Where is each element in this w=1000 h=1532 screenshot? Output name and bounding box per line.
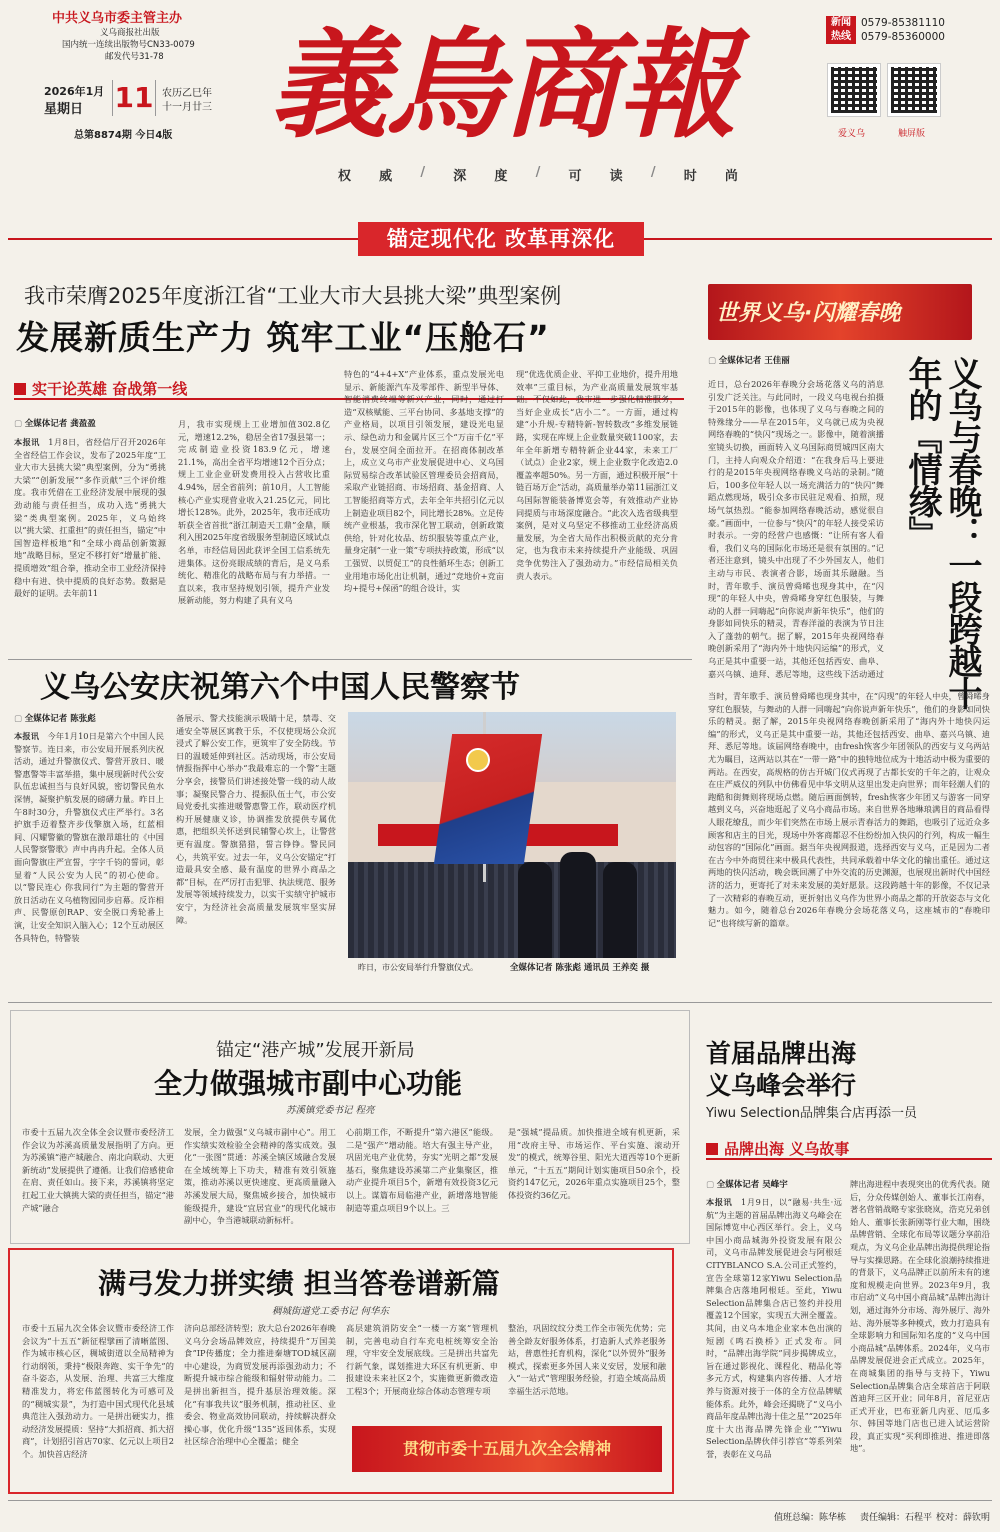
hotline-badge (826, 16, 856, 44)
column-tag-label: 实干论英雄 奋战第一线 (32, 380, 188, 398)
footer-editor-on-duty: 值班总编：陈华栋 (774, 1513, 847, 1523)
hotline-label: 新闻 (831, 17, 851, 28)
date-day: 11 (112, 80, 156, 116)
spring-gala-banner-title: 世界义乌·闪耀春晚 (716, 301, 901, 326)
divider (8, 659, 692, 660)
article-column: 心前期工作，不断提升“第六港区”能级。二是“强产”增动能。培大有强主导产业，巩固光电产业优势，夯实“光明之都”发展基石，聚焦建设苏溪第二产业集聚区，推动产业提升项目5个，新增有效投资3亿元以上。谋篇布局临港产业，新增落地智能制造等重点项目9个以上。三 (346, 1127, 498, 1213)
article-column-continued: 当时，青年歌手、演员曾舜晞也现身其中，在“闪现”的年轻人中央，曾舜晞身穿红色服装，与舞动的人群一同嗨起“向你说声新年快乐”，他们的身影如同快乐的精灵。据了解，2015年央视网络春晚创新采用了“海内外十地快闪运编”的形式，义乌正是其中重要一站，其他还包括西安、曲阜、嘉兴乌镇、迪拜、悉尼等地。该届网络春晚中，由fresh恢客少年团领队的西安与义乌两站尤为瞩目，这两站以其在“一带一路”中的独特地位成为十地活动中极为重要的两站。在西安，高规格的仿古开城门仪式再现了古都长安的千年之韵，让观众在庄严威仪的列队中仿佛看见中华文明从这里出发走向世界；而年轻潮人们的跑酷和街舞则将现场点燃。随后画面倒转，fresh恢客少年团又与游客一同穿越到义乌，兴奋地逛起了义乌小商品市场。来自世界各地琳琅满目的商品看得人眼花缭乱，而少年们突然在市场上展示青春活力的舞蹈，也吸引了远近众多顾客和店主的目光，现场中外客商都忍不住纷纷加入快闪的行列，构成一幅生动包容的“国际化”画面。据当年央视网报道，选择西安与义乌，正是因为二者在古今中外商贸往来中极具代表性，共同承载着中华文化的输出重任。通过这两地的快闪活动，晚会既回溯了中外交流的历史渊源，也展现出新时代中国经济的活力，更寄托了对未来发展的美好愿景。这段跨越十年的影像，不仅记录了一次精彩的春晚互动，更折射出义乌作为世界小商品之都的开放姿态与文化魅力。如今，随着总台2026年春晚分会场花落义乌，这座城市的“春晚印记”也将续写新的篇章。 (708, 691, 990, 928)
footer-proofreader: 校对：薛钦明 (936, 1513, 991, 1523)
article-column (706, 1196, 842, 1492)
police-emblem-icon (466, 748, 490, 772)
article-text: 1月9日，以“融易·共生·远航”为主题的首届品牌出海义乌峰会在国际博览中心西区举行。会上，义乌中国小商品城海外投资发展有限公司，义乌市品牌发展促进会与阿根廷CITYBLANCO S.A.公司正式签约，宣告全球第12家Yiwu Selection品牌集合店落地阿根廷。至此，Yiwu Selection品牌集合店已签约并投用覆盖12个国家，实现五大洲全覆盖。其间，由义乌本地企业家本色出演的短剧《鸣石换桥》正式发布。同时，“品牌出海学院”同步揭牌成立，旨在通过影视化、课程化、精品化等多元方式，构建集内容传播、人才培养与资源对接于一体的全方位品牌赋能体系。此外，峰会还揭晓了“义乌小商品年度品牌出海十佳之星”“2025年度十大出海品牌先锋企业”“Yiwu Selection品牌伙伴引荐官”等系列荣誉，表彰在义乌品 (706, 1197, 842, 1459)
photo-credit: 全媒体记者 陈张彪 通讯员 王养奕 摄 (510, 963, 650, 973)
footer-editor: 责任编辑：石程平 (860, 1513, 933, 1523)
byline: ▢ 全媒体记者 陈张彪 (14, 712, 96, 724)
issue-number: 总第8874期 今日4版 (74, 130, 173, 141)
slogan-char: 读 (609, 169, 623, 184)
brand-subhead: Yiwu Selection品牌集合店再添一员 (706, 1106, 918, 1121)
qr-label: 爱义乌 (838, 129, 866, 139)
column-tag (706, 1138, 992, 1160)
lead-kicker: 我市荣膺2025年度浙江省“工业大市大县挑大梁”典型案例 (24, 284, 562, 308)
ad-banner: 贯彻市委十五届九次全会精神 (352, 1426, 662, 1472)
lead-in: 本报讯 (706, 1197, 733, 1207)
article-column: 是“强城”提品质。加快推进全域有机更新，采用“改府主导、市场运作、平台实施、滚动开发”的模式，统筹谷里、阳光大道西等10个更新单元，“十五五”期间计划实施项目50余个，投资约147亿元，2026年重点实施项目25个，整体投资约36亿元。 (508, 1127, 680, 1200)
newspaper-title: 義烏商報 (270, 15, 735, 154)
divider (8, 1002, 992, 1003)
police-photo (348, 712, 676, 958)
qr-code-icon[interactable] (888, 64, 940, 116)
slogan-char: 深 (453, 169, 467, 184)
article-column: 高层建筑消防安全“一楼一方案”管理机制，完善电动自行车充电桩统筹安全治理，守牢安全发展底线。三是拼出共富先行新气象，谋划推进大环区有机更新、申报建设未来社区2个，实施微更新微改造工程3个；开展商业综合体动态管理专项 (346, 1323, 498, 1396)
article-column (14, 730, 164, 986)
byline: ▢ 全媒体记者 王佳丽 (708, 354, 790, 366)
publisher: 义乌商报社出版 (100, 28, 160, 38)
slogan-char: 权 (338, 169, 352, 184)
article-text: 1月8日，省经信厅召开2026年全省经信工作会议，发布了2025年度“工业大市大县挑大梁”典型案例，分为“勇挑大梁”“创新发展”“多作贡献”三个评价维度。我市凭借在工业经济发展中展现的强劲动能与责任担当，成功入选“勇挑大梁”类典型案例。2025年，义乌始终以“挑大梁、扛重担”的责任担当，锚定“中国智造样板地”和“全球小商品创新策源地”战略目标，坚定不移打好“增量扩能、提质增效”组合拳，推动全市工业经济保持稳中有进、快中提质的良好态势。数据是最好的证明。去年前11 (14, 437, 166, 599)
article-column: 发展，全力做强“义乌城市副中心”。用工作实绩实效检验全会精神的落实成效。强化“一张图”贯通：苏溪全镇区域融合发展在全域统筹上下功夫，精准有效引领施策，推动苏溪以更快速度、更高质量融入苏溪发展大局，聚焦城乡接合，加快城市能级提升，建设“宜居宜业”的现代化城市副中心，争当港城联动新标杆。 (184, 1127, 336, 1226)
phone-2: 0579-85360000 (861, 31, 945, 43)
slogan-char: 尚 (724, 169, 738, 184)
phone-1: 0579-85381110 (861, 17, 945, 29)
byline: ▢ 全媒体记者 吴峰宇 (706, 1178, 788, 1190)
article-column: 月，我市实现规上工业增加值302.8亿元，增速12.2%，稳居全省17强县第一；完成制造业投资183.9亿元，增速21.1%，高出全省平均增速12个百分点；规上工业企业研发费用投入占营收比重4.94%，居全省前列；前10月，人工智能核心产业实现营业收入21.25亿元，同比增长128%。此外，2025年，我市还成功斩获全省首批“浙江制造天工鼎”金鼎，顺利入围2025年度省级服务型制造区域试点名单，市经信局因此获评全国工信系统先进集体。这份亮眼成绩的背后，是义乌系统化、精准化的战略布局与有力举措。一直以来，我市坚持规划引领，提升产业发展新动能，努力构建了具有义乌 (178, 419, 330, 606)
date-year-month: 2026年1月 (44, 85, 105, 98)
cn-number: 国内统一连续出版物号CN33-0079 (62, 40, 195, 50)
slogan-char: 威 (379, 169, 393, 184)
spring-gala-banner (708, 284, 972, 340)
article-column: 市委十五届九次全体全会议暨市委经济工作会议为苏溪高质量发展指明了方向。更为苏溪镇“港产城融合、南北向联动、大更新统动”发展提供了遵循。让我们倍感使命在肩、责任如山。接下来，苏溪镇将坚定扛起工业大镇挑大梁的责任担当，锚定“港产城”融合 (22, 1127, 174, 1213)
choucheng-author: 稠城街道党工委书记 何华东 (272, 1306, 390, 1317)
qr-label: 触屏版 (898, 129, 926, 139)
suxi-kicker: 锚定“港产城”发展开新局 (216, 1040, 415, 1061)
article-column: 近日，总台2026年春晚分会场花落义乌的消息引发广泛关注。与此同时，一段义乌电视台拍摄于2015年的影像，也体现了义乌与春晚之间的特殊缘分——早在2015年，义乌就已成为央视网络春晚的“快闪”现场之一。影像中，随着演播室镜头切换，画面转入义乌国际商贸城四区南大门，主持人向观众介绍道：“在我身后马上要进行的是2015年央视网络春晚义乌站的录制。”随后，100多位年轻人以一场充满活力的“快闪”舞蹈点燃现场，吸引众多市民驻足观看、拍照，现场气氛热烈。“能参加网络春晚活动，感觉很自豪。”画面中，一位参与“快闪”的年轻人接受采访时表示。一旁的经营户也感慨：“让所有客人看看，我们义乌的国际化市场还是很有氛围的。”记者还注意到，镜头中出现了不少外国友人，他们主动与市民、表演者合影，场面其乐融融。当时，青年歌手、演员曾舜晞也现身其中，在“闪现”的年轻人中央，曾舜晞身穿红色服装，与舞动的人群一同嗨起“向你说声新年快乐”，他们的身影如同快乐的精灵，青春洋溢的表演为节日注入了蓬勃的朝气。据了解，2015年央视网络春晚创新采用了“海内外十地快闪运编”的形式，义乌正是其中重要一站，其他还包括西安、曲阜、嘉兴乌镇、迪拜、悉尼等地，这些线下活动通过 (708, 379, 884, 679)
slogan-char: 时 (683, 169, 697, 184)
article-column: 整治，巩固纹纹分类工作全市领先优势；完善全龄友好服务体系，打造新人式养老服务站，普惠性托育机构，深化“以外贸外”服务模式，探索更多外国人来义安居，发展和融入“一站式”管理服务经验，打造全域高品质幸福生活示范地。 (508, 1323, 666, 1396)
article-column: 牌出海进程中表现突出的优秀代表。随后，分众传媒创始人、董事长江南春，著名营销战略专家张晓岚，浩克兄弟创始人、董事长张新刚等行业大咖，围绕品牌营销、全球化布局等议题分享前沿观点，为义乌企业品牌出海提供理论指导与实操思路。在全球化浪潮持续推进的背景下，义乌品牌正以前所未有的速度和规模走向世界。2023年9月，我市启动“义乌中国小商品城”品牌出海计划，通过海外分市场、海外展厅、海外站、海外展等多种模式，致力打造具有全球影响力和国际知名度的“义乌中国小商品城”品牌体系。2024年，义乌市品牌发展促进会正式成立。2025年，在商城集团的指导与支持下，Yiwu Selection品牌集合店全球首店于阿联酋迪拜三区开业；同年8月，首尼亚店正式开业，巴布亚新几内亚、厄瓜多尔、韩国等地门店也已进入试运营阶段，真正实现“买利即推进、推进即落地”。 (850, 1179, 990, 1454)
spring-gala-headline: 义乌与春晚：一段跨越十年的『情缘』 (902, 356, 982, 708)
suxi-headline: 全力做强城市副中心功能 (154, 1067, 463, 1100)
article-text: 今年1月10日是第六个中国人民警察节。连日来，市公安局开展系列庆祝活动，通过升警旗仪式、警营开放日、暖警惠警等丰富举措，集中展现新时代公安队伍忠诚担当与良好风貌，密切警民鱼水深情，凝聚护航发展的磅礴力量。昨日上午8时30分，升警旗仪式庄严举行。3名护旗手迈着整齐步伐擎旗入场，红蓝相间、闪耀警徽的警旗在激昂雄壮的《中国人民警察警歌》声中冉冉升起。全体人员面向警旗庄严宣誓，字字千钧的誓词，彰显着“人民公安为人民”的初心使命。以“警民连心 你我同行”为主题的警营开放日活动在义乌植物园同步启幕。反诈相声、民警原创RAP、安全脱口秀轮番上演，让安全知识入脑入心；12个互动展区各具特色，特警装 (14, 731, 164, 943)
choucheng-headline: 满弓发力拼实绩 担当答卷谱新篇 (98, 1267, 500, 1300)
article-column: 现“优选优质企业、平抑工业地价，提升用地效率”三重目标，为产业高质量发展筑牢基础。不仅如此，我市进一步强化精准服务，当好企业成长“店小二”。一方面，通过构建“小升规-专精特新-智转数改”多维发展链路，实现在库规上企业数量突破1100家，去年全年新增专精特新企业44家，未来工厂（试点）企业2家，规上企业数字化改造2.0覆盖率超50%。另一方面，通过积极开展“十链百场万企”活动，高质量举办第11届浙江义乌国际智能装备博览会等，有效推动产业协同提质与市场深度融合。“此次入选省级典型案例，是对义乌坚定不移推动工业经济高质量发展，为全省大局作出积极贡献的充分肯定，也为我市未来持续提升产业能级、巩固竞争优势注入了强劲动力。”市经信局相关负责人表示。 (516, 369, 678, 581)
police-headline: 义乌公安庆祝第六个中国人民警察节 (40, 670, 520, 705)
article-column: 备展示、警犬技能演示吸睛十足，禁毒、交通安全等展区寓教于乐，不仅使现场公众沉浸式了解公安工作，更筑牢了安全防线。节日的温暖延伸到社区。活动现场，市公安局情报指挥中心举办“我最难忘的一个警”主题分享会，接警员们讲述接处警一线的动人故事；凝聚民警合力、提振队伍士气，市公安局党委扎实推进暖警惠警工作，联动医疗机构开展健康义诊，协调推发放提供专属优惠，把组织关怀送到民辅警心坎上，让警营更有温度。警旗猎猎，誓言铮铮。警民同心，共筑平安。过去一年，义乌公安锚定“打造最具安全感、最有温度的世界小商品之都”目标，在严厉打击犯罪、执法规范、服务发展等领域持续发力，以实干实绩守护城市安宁，为经济社会高质量发展筑牢坚实屏障。 (176, 713, 336, 925)
weekday: 星期日 (44, 102, 84, 117)
column-tag-label: 品牌出海 义乌故事 (724, 1140, 850, 1158)
qr-code-icon[interactable] (828, 64, 880, 116)
lunar-date: 十一月廿三 (162, 102, 212, 113)
photo-caption: 昨日，市公安局举行升警旗仪式。 (358, 963, 478, 972)
brand-headline-2: 义乌峰会举行 (706, 1071, 857, 1100)
hotline-label: 热线 (831, 31, 851, 42)
banner: 锚定现代化 改革再深化 (358, 222, 644, 256)
article-column: 济向总部经济转型；放大总台2026年春晚义乌分会场品牌效应，持续提升“万国美食”IP传播度；全力推进秦塘TOD城区副中心建设，为商贸发展再添强劲动力；不断提升城市综合能级和辐射带动能力。二是拼出新担当，提升基层治理效能。深化“有事我共议”服务机制，推动社区、业委会、物业高效协同联动，持续解决群众操心事，优化升级“135”返回体系，实现社区综合治理中心全覆盖；健全 (184, 1323, 336, 1447)
byline: ▢ 全媒体记者 龚盈盈 (14, 417, 96, 429)
lead-in: 本报讯 (14, 437, 40, 447)
lead-headline: 发展新质生产力 筑牢工业“压舱石” (16, 318, 550, 357)
lunar-year: 农历乙巳年 (162, 88, 212, 99)
brand-headline-1: 首届品牌出海 (706, 1039, 857, 1068)
divider (8, 1500, 992, 1501)
lead-in: 本报讯 (14, 731, 40, 741)
postal-code: 邮发代号31-78 (105, 52, 164, 62)
suxi-author: 苏溪镇党委书记 程亮 (286, 1105, 375, 1116)
slogan-char: 度 (494, 169, 508, 184)
sponsor: 中共义乌市委主管主办 (52, 11, 183, 26)
article-column (14, 436, 166, 656)
article-column: 市委十五届九次全体会议暨市委经济工作会议为“十五五”新征程擘画了清晰蓝图、作为城市核心区，稠城街道以全局精神为行动纲领，秉持“极限奔跑、实干争先”的奋斗姿态，从发展、治理、共富三大维度精准发力，将宏伟蓝图转化为可感可及的“稠城实景”，为打造中国式现代化县域典范注入强劲动力。一是拼出硬实力，推动经济发展提质：坚持“大抓招商、抓大招商”，计划招引首店70家、亿元以上项目2个。加快首店经济 (22, 1323, 174, 1459)
article-column: 特色的“4+4+X”产业体系，重点发展光电显示、新能源汽车及零部件、新型半导体、智能消费终端等新兴产业，同时，通过打造“双核赋能、三平台协同、多基地支撑”的产业格局，以项目引领发展，建设光电显示、绿色动力和金属片区三个“万亩千亿”平台，发展空间全面拉开。在招商体制改革上，成立义乌市产业发展促进中心、义乌国际贸易综合改革试验区管理委员会招商局，采取产业链招商、市场招商、基金招商、人工智能招商等方式，去年全年共招引亿元以上制造业项目82个，同比增长28%。立足传统产业根基，我市深化智工联动，创新政策供给，针对化妆品、纺织服装等重点产业，量身定制“一业一策”专项扶持政策，形成“以工强贸、以贸促工”的良性循环生态；创新工业用地市场化出让机制，通过“竞地价+竞亩均+提号+保函”的组合设计，实 (344, 369, 504, 594)
slogan-char: 可 (568, 169, 582, 184)
slogan: 权 威 / 深 度 / 可 读 / 时 尚 (338, 165, 738, 184)
